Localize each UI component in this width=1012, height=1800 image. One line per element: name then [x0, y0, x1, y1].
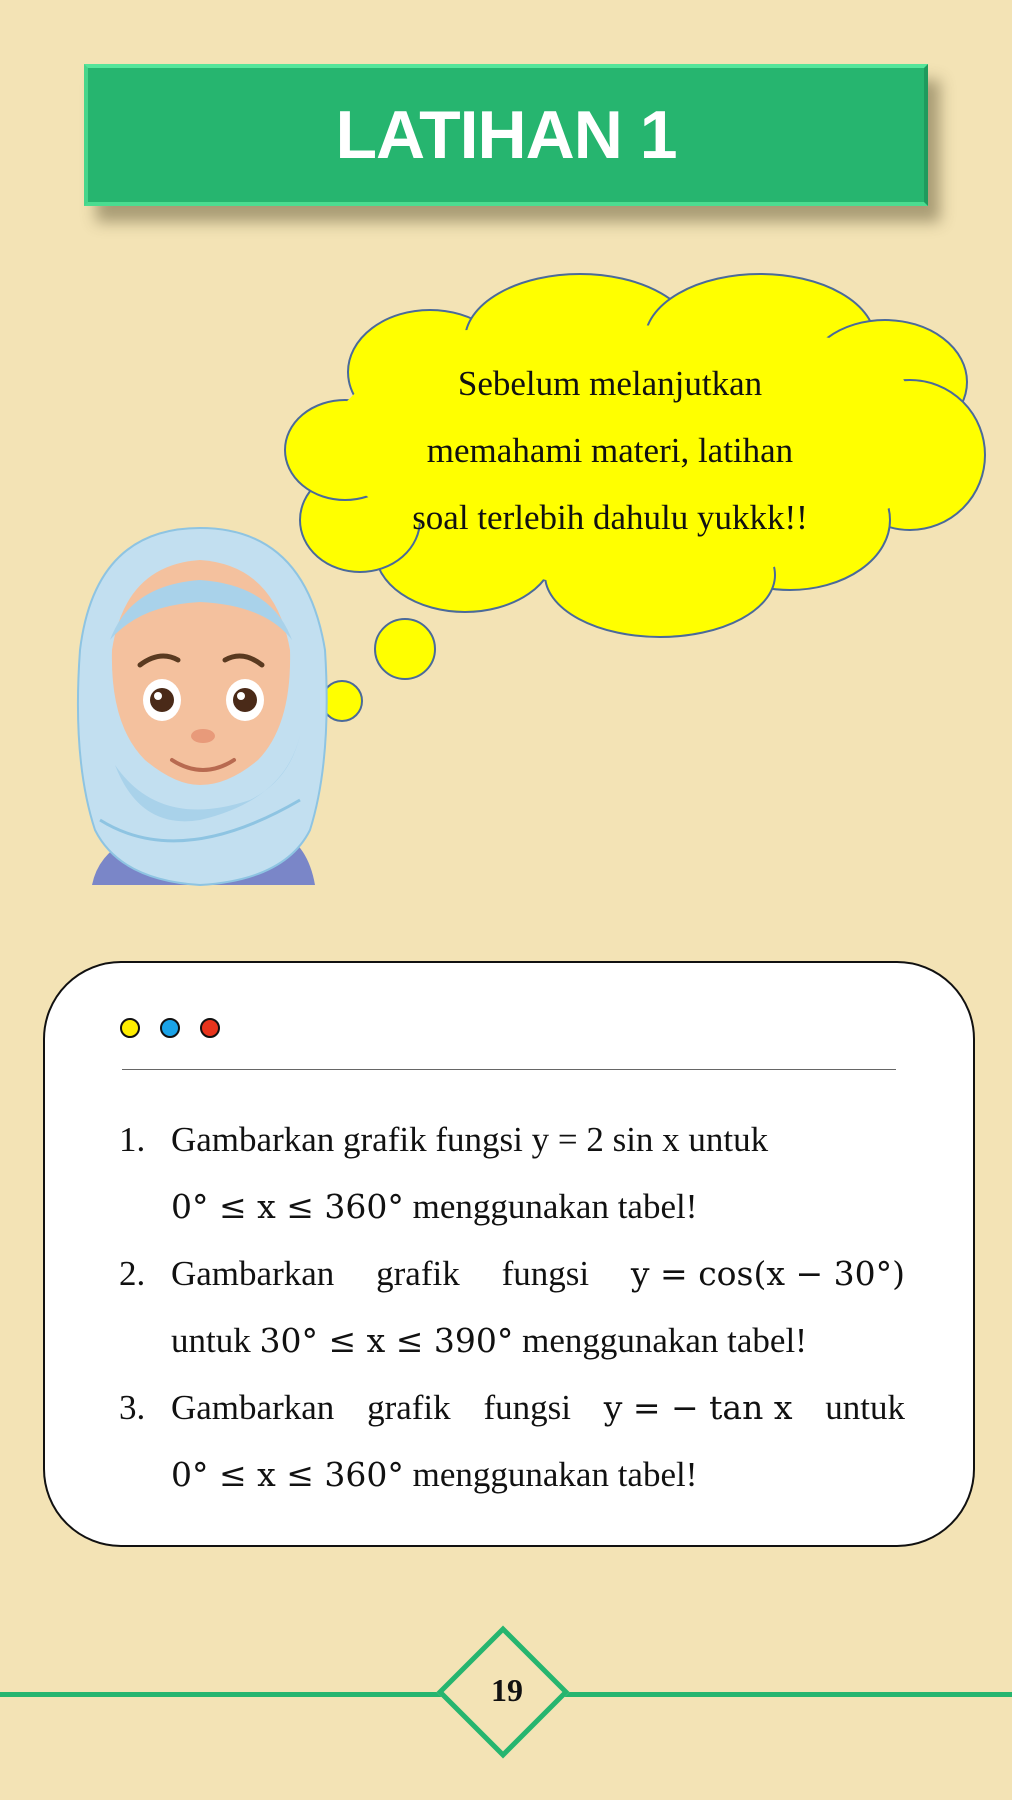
speech-line: Sebelum melanjutkan [457, 364, 763, 403]
question-number: 2. [119, 1254, 146, 1293]
page-title: LATIHAN 1 [335, 97, 677, 173]
question-number: 3. [119, 1388, 146, 1427]
question-text: Gambarkan grafik fungsi y = 2 sin x untuk [171, 1120, 769, 1159]
question-word: grafik [376, 1254, 460, 1293]
exercise-card [43, 961, 975, 1547]
speech-bubble-text [360, 350, 860, 551]
question-item [119, 1374, 905, 1508]
window-dots [120, 1018, 220, 1038]
blue-dot-icon [160, 1018, 180, 1038]
question-text: untuk [171, 1321, 260, 1360]
question-item [119, 1106, 905, 1240]
question-word: untuk [825, 1388, 905, 1427]
question-text: menggunakan tabel! [403, 1187, 698, 1226]
divider [122, 1069, 896, 1070]
question-math: 0° ≤ x ≤ 360° [171, 1455, 404, 1494]
question-math: y = − tan x [603, 1388, 793, 1427]
girl-avatar [78, 528, 327, 885]
question-word: fungsi [501, 1254, 590, 1293]
speech-line: memahami materi, latihan [426, 431, 794, 470]
question-math: 0° ≤ x ≤ 360° [171, 1187, 404, 1226]
yellow-dot-icon [120, 1018, 140, 1038]
red-dot-icon [200, 1018, 220, 1038]
question-word: Gambarkan [171, 1254, 335, 1293]
page-number: 19 [491, 1672, 523, 1708]
question-number: 1. [119, 1120, 146, 1159]
question-math: 30° ≤ x ≤ 390° [259, 1321, 514, 1360]
speech-line: soal terlebih dahulu yukkk!! [412, 498, 808, 537]
question-word: Gambarkan [171, 1388, 335, 1427]
question-text: menggunakan tabel! [513, 1321, 807, 1360]
question-math: y = cos(x − 30°) [630, 1254, 905, 1293]
question-item [119, 1240, 905, 1374]
question-text: menggunakan tabel! [403, 1455, 698, 1494]
question-list [119, 1106, 905, 1508]
question-word: fungsi [483, 1388, 571, 1427]
question-word: grafik [367, 1388, 451, 1427]
